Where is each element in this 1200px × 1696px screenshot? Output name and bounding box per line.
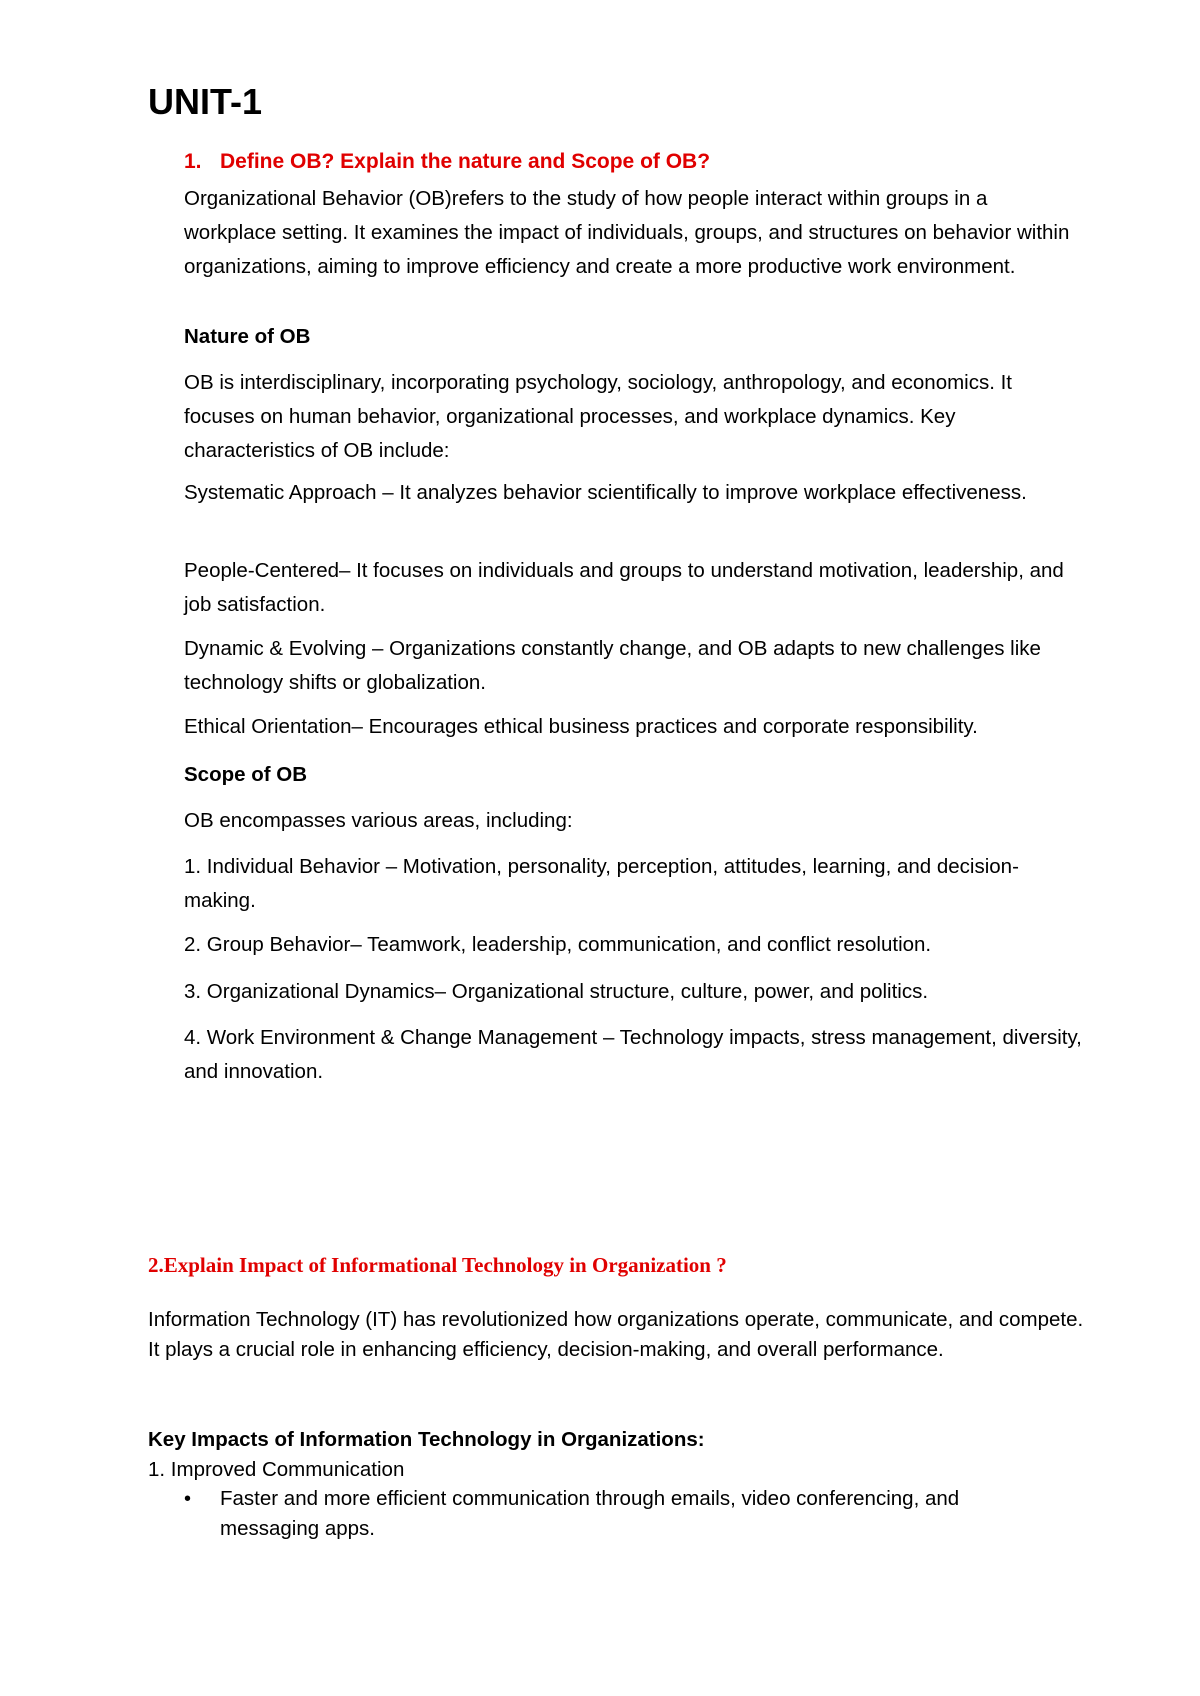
scope-heading: Scope of OB: [184, 763, 308, 786]
nature-heading: Nature of OB: [184, 325, 311, 348]
nature-item-ethical: Ethical Orientation– Encourages ethical business practices and corporate responsibility.: [184, 715, 978, 738]
scope-item-work-environment: 4. Work Environment & Change Management – Technology impacts, stress management, diversity, and innovation.: [184, 1026, 1082, 1083]
scope-item-group: 2. Group Behavior– Teamwork, leadership, communication, and conflict resolution.: [184, 933, 932, 956]
it-intro-paragraph: Information Technology (IT) has revolutionized how organizations operate, communicate, and compete. It plays a crucial role in enhancing efficiency, decision-making, and overall performance.: [148, 1308, 1084, 1361]
ob-definition-paragraph: Organizational Behavior (OB)refers to the study of how people interact within groups in a workplace setting. It examines the impact of individuals, groups, and structures on behavior within organizations, aiming to improve efficiency and create a more productive work environment.: [184, 187, 1070, 278]
scope-item-individual: 1. Individual Behavior – Motivation, personality, perception, attitudes, learning, and decision-making.: [184, 855, 1019, 912]
unit-title: UNIT-1: [148, 81, 263, 122]
nature-item-systematic: Systematic Approach – It analyzes behavior scientifically to improve workplace effectiveness.: [184, 481, 1027, 504]
nature-item-dynamic: Dynamic & Evolving – Organizations constantly change, and OB adapts to new challenges like technology shifts or globalization.: [184, 637, 1041, 694]
scope-paragraph: OB encompasses various areas, including:: [184, 809, 573, 832]
question-1-number: 1.: [184, 150, 202, 173]
bullet-text: Faster and more efficient communication through emails, video conferencing, and messaging apps.: [220, 1487, 960, 1540]
scope-item-organizational: 3. Organizational Dynamics– Organizational structure, culture, power, and politics.: [184, 980, 929, 1003]
question-2-heading: 2.Explain Impact of Informational Technology in Organization ?: [148, 1253, 727, 1277]
key-impact-item-1: 1. Improved Communication: [148, 1458, 405, 1481]
question-1-heading: [184, 148, 710, 176]
key-impacts-heading: Key Impacts of Information Technology in Organizations:: [148, 1428, 705, 1451]
nature-item-people-centered: People-Centered– It focuses on individuals and groups to understand motivation, leadership, and job satisfaction.: [184, 559, 1064, 616]
nature-paragraph: OB is interdisciplinary, incorporating psychology, sociology, anthropology, and economics. It focuses on human behavior, organizational processes, and workplace dynamics. Key characteristics of OB include:: [184, 371, 1013, 462]
question-1-text: Define OB? Explain the nature and Scope of OB?: [220, 150, 711, 173]
bullet-icon: •: [184, 1488, 192, 1510]
